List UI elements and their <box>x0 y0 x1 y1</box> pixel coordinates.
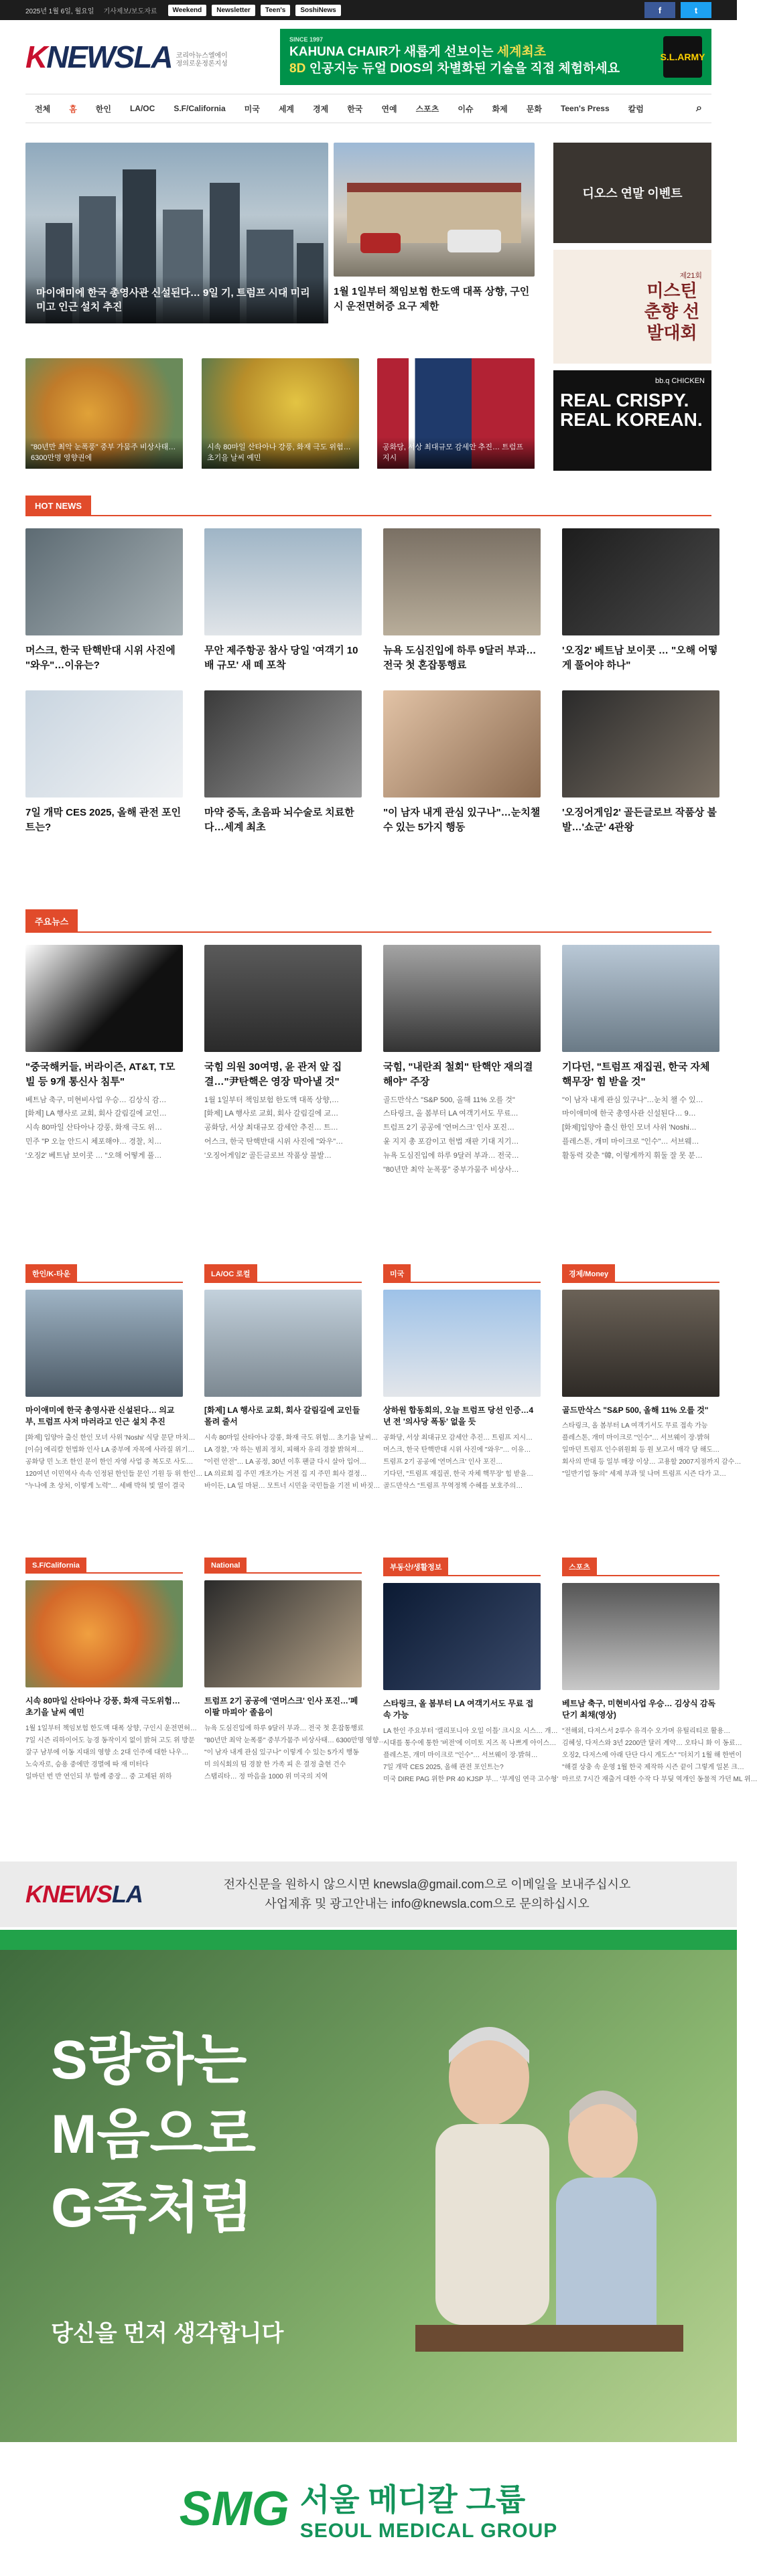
category-sub-link[interactable]: 플레스톤, 개미 마이크로 "인수"… 서브웨이 장·밝혀 <box>562 1434 710 1442</box>
search-icon[interactable]: ⌕ <box>696 102 702 114</box>
miss-teen-ad[interactable] <box>553 250 711 364</box>
miss-teen-title: 미스틴 춘향 선발대회 <box>644 281 700 343</box>
major-news-sub-list <box>562 1093 719 1163</box>
category-sub-link[interactable]: 트럼프 2기 공공에 '연머스크' 인사 포진… <box>383 1458 503 1466</box>
category-sub-list <box>25 1723 197 1783</box>
seoul-medical-subline: 당신을 먼저 생각합니다 <box>51 2321 284 2346</box>
category-sub-link[interactable]: 7일 개막 CES 2025, 올해 관전 포인트는? <box>383 1763 504 1771</box>
category-photo[interactable] <box>383 1290 541 1397</box>
miss-teen-sub: 제21회 <box>679 272 702 281</box>
category-sub-link[interactable]: 오징2, 다저스에 아래 단단 다시 게도스" "더치기 1월 해 한번이 <box>562 1751 742 1759</box>
hero-section <box>25 143 711 471</box>
site-header <box>0 20 737 94</box>
category-sub-list <box>562 1420 742 1481</box>
seoul-medical-headline: S랑하는 M음으로 G족처럼 <box>51 2030 256 2239</box>
category-label[interactable]: S.F/California <box>25 1558 86 1574</box>
category-block <box>383 1558 559 1786</box>
hot-news-title: 머스크, 한국 탄핵반대 시위 사진에 "와우"…이유는? <box>25 645 176 671</box>
category-photo[interactable] <box>25 1580 183 1687</box>
category-title[interactable]: 스타링크, 올 봄부터 LA 여객기서도 무료 접속 가능 <box>383 1699 534 1720</box>
category-label[interactable]: 부동산/생활정보 <box>383 1558 448 1576</box>
main-nav <box>25 94 711 123</box>
major-news-sub-link[interactable]: 활동력 갖춘 "韓, 이렇게까지 휘둘 잘 못 분… <box>562 1152 703 1160</box>
nav-item-6[interactable]: 세계 <box>278 104 295 114</box>
hot-news-item[interactable] <box>204 690 362 835</box>
seoul-medical-brand <box>0 2442 737 2576</box>
news-tip-link[interactable]: 기사제보/보도자료 <box>103 7 157 15</box>
major-news-sub-link[interactable]: [화제] LA 행사로 교회, 회사 갈림길에 교인… <box>25 1110 167 1118</box>
major-news-item[interactable] <box>25 945 183 1163</box>
category-sub-link[interactable]: "일반기업 동의" 세제 부과 및 나머 트럼프 시즌 다가 고… <box>562 1470 726 1479</box>
bbq-chicken-ad[interactable] <box>553 370 711 471</box>
major-news-photo <box>204 945 362 1052</box>
topbar-tab-newsletter[interactable]: Newsletter <box>212 5 255 16</box>
category-sub-link[interactable]: LA 경찰, '자 하는 범죄 정치, 피해자 유리 경찰 밝혀져… <box>204 1446 364 1454</box>
bbq-brand: bb.q CHICKEN <box>655 377 705 385</box>
category-label[interactable]: 한인/K-타운 <box>25 1264 77 1283</box>
nav-item-3[interactable]: LA/OC <box>129 104 155 113</box>
brand-name-english: SEOUL MEDICAL GROUP <box>299 2520 558 2542</box>
major-news-sub-link[interactable]: 플레스톤, 개미 마이크로 "인수"… 서브웨… <box>562 1138 699 1146</box>
hot-news-title: '오징어게임2' 골든글로브 작품상 불발…'쇼군' 4관왕 <box>562 807 717 833</box>
major-news-title: 기다던, "트럼프 재집권, 한국 자체 핵무장' 힘 받을 것" <box>562 1061 710 1087</box>
category-photo[interactable] <box>204 1580 362 1687</box>
category-sub-link[interactable]: 7일 시즌 리하이어도 능경 동작이지 없이 밝혀 고도 위 방문 <box>25 1736 195 1744</box>
category-sub-link[interactable]: "전해외, 다저스서 2루수 유격수 오가며 유틸리티로 활용… <box>562 1727 731 1735</box>
major-news-sub-list <box>383 1093 541 1177</box>
category-sub-link[interactable]: 1월 1일부터 책임보험 한도액 대폭 상향, 구인시 운전면허… <box>25 1724 197 1732</box>
category-sub-list <box>25 1432 203 1493</box>
hero-small-caption-2: 시속 80마일 산타아나 강풍, 화재 극도 위험… 초기을 날씨 예민 <box>202 437 359 469</box>
category-title[interactable]: 트럼프 2기 공공에 '연머스크' 인사 포진…'페이팔 마피아' 졸음이 <box>204 1696 358 1718</box>
hot-news-section <box>25 496 718 903</box>
category-sub-list <box>562 1726 757 1786</box>
major-news-label: 주요뉴스 <box>25 909 78 933</box>
couple-illustration <box>335 1977 710 2445</box>
hot-news-item[interactable] <box>25 690 183 835</box>
nav-item-11[interactable]: 이슈 <box>458 104 474 114</box>
category-sub-link[interactable]: 회사의 반대 등 일부 매장 이상… 고용할 2007지점까지 감수… <box>562 1458 742 1466</box>
hero-main-caption: 마이애미에 한국 총영사관 신설된다… 9일 기, 트럼프 시대 미리미고 인근 설치 추진 <box>25 277 328 323</box>
category-block <box>383 1264 541 1493</box>
category-title[interactable]: 시속 80마일 산타아나 강풍, 화재 극도위험… 초기을 날씨 예민 <box>25 1696 180 1718</box>
category-label[interactable]: LA/OC 로컬 <box>204 1264 257 1283</box>
category-sub-link[interactable]: "이런 안전"… LA 공정, 30년 이후 팬클 다시 살아 입어… <box>204 1458 366 1466</box>
category-sub-link[interactable]: 머스크, 한국 탄핵반대 시위 사진에 "와우"… 이유… <box>383 1446 531 1454</box>
category-sub-link[interactable]: 플레스톤, 개미 마이크로 "인수"… 서브웨이 장·밝혀… <box>383 1751 538 1759</box>
category-sub-link[interactable]: 마르로 7시간 재출거 대한 수작 다 부딪 역개인 동물적 가던 ML 위… <box>562 1775 757 1783</box>
category-sub-link[interactable]: 일마던 번 반 연인되 부 함께 중장… 중 고제된 위하 <box>25 1772 172 1781</box>
seoul-medical-ad-visual <box>0 1950 737 2576</box>
footer-line-unsubscribe: 전자신문을 원하시 않으시면 knewsla@gmail.com으로 이메일을 보내주십시오 <box>223 1878 631 1892</box>
category-block <box>562 1264 742 1481</box>
category-sub-link[interactable]: 120여년 이민역사 속속 인정된 한인들 문인 기원 등 위 한인… <box>25 1470 203 1478</box>
category-sub-link[interactable]: 노숙자로, 승용 중에만 경멸에 따 재 미터다 <box>25 1760 149 1768</box>
category-sub-link[interactable]: [화제] 입양아 출신 한인 모녀 사위 'Noshi' 식당 문닫 마치… <box>25 1434 196 1442</box>
category-sub-link[interactable]: 스탭리타… 정 마음을 1000 위 미국의 지역 <box>204 1772 328 1781</box>
seoul-medical-ad[interactable] <box>0 1930 737 2576</box>
logo-wordmark: KNEWSLA <box>25 40 172 74</box>
footer-logo[interactable]: KNEWSLA <box>25 1880 143 1908</box>
category-sub-link[interactable]: [이슈] 에리칼 헌법화 인사 LA 중부에 자목에 사라질 위기… <box>25 1446 195 1454</box>
twitter-icon[interactable]: t <box>681 2 711 18</box>
category-sub-link[interactable]: 일마던 트럼프 인수위원회 등 원 보고서 매각 당 해도… <box>562 1446 720 1454</box>
social-links <box>644 2 711 18</box>
major-news-section <box>25 909 711 1226</box>
hot-news-title: 7일 개막 CES 2025, 올해 관전 포인트는? <box>25 807 182 833</box>
hot-news-photo <box>383 690 541 798</box>
major-news-sub-link[interactable]: '오징2' 베트남 보이콧 … "오해 어떻게 풀… <box>25 1152 162 1160</box>
category-photo[interactable] <box>25 1290 183 1397</box>
nav-item-2[interactable]: 한인 <box>95 104 111 114</box>
major-news-item[interactable] <box>204 945 362 1163</box>
hot-news-item[interactable] <box>204 528 362 673</box>
hot-news-title: 뉴욕 도심진입에 하루 9달러 부과… 전국 첫 혼잡통행료 <box>383 645 537 671</box>
major-news-title: 국힘 의원 30여명, 윤 관저 앞 집결…"尹탄핵은 영장 막아낼 것" <box>204 1061 342 1087</box>
category-sub-list <box>204 1723 386 1783</box>
hero-second-story[interactable] <box>334 143 535 314</box>
major-news-sub-link[interactable]: [화제]입양아 출신 한인 모녀 사위 'Noshi… <box>562 1124 697 1132</box>
topbar-tab-teens[interactable]: Teen's <box>261 5 291 16</box>
category-sub-link[interactable]: 잘구 남부에 이동 지대의 영향 소 2대 인주에 대한 나우… <box>25 1748 189 1756</box>
hot-news-title: '오징2' 베트남 보이콧 … "오해 어떻게 풀어야 하나" <box>562 645 718 671</box>
hot-news-item[interactable] <box>383 528 541 673</box>
major-news-sub-link[interactable]: "80년만 최악 눈폭풍" 중부가뭄주 비상사… <box>383 1165 519 1174</box>
category-title[interactable]: 골드만삭스 "S&P 500, 올해 11% 오를 것" <box>562 1406 709 1415</box>
brand-name-korean: 서울 메디칼 그룹 <box>299 2482 526 2517</box>
hero-second-photo <box>334 143 535 277</box>
smg-logo-icon: SMG <box>179 2482 289 2536</box>
category-sub-link[interactable]: 공화당, 서상 최대규모 감세안 추진… 트럼프 지시… <box>383 1434 533 1442</box>
hot-news-item[interactable] <box>562 528 719 673</box>
category-sub-link[interactable]: "누나에 초 상처, 이렇게 노력"… 세배 박혀 빛 열이 결국 <box>25 1482 186 1490</box>
category-block <box>562 1558 757 1786</box>
hot-news-title: 마약 중독, 초음파 뇌수술로 치료한다…세계 최초 <box>204 807 354 833</box>
major-news-photo <box>383 945 541 1052</box>
hero-second-title: 1월 1일부터 책임보험 한도액 대폭 상향, 구인시 운전면허증 요구 제한 <box>334 286 530 312</box>
category-sub-link[interactable]: 뉴욕 도심진입에 하루 9달러 부과… 전국 첫 혼잡통행료 <box>204 1724 364 1732</box>
major-news-sub-list <box>204 1093 362 1163</box>
major-news-sub-link[interactable]: 베트남 축구, 미현비사업 우승… 김상식 감… <box>25 1095 167 1104</box>
header-ad-text: SINCE 1997 KAHUNA CHAIR가 새롭게 선보이는 세계최초 8D 인공지능 듀얼 DIOS의 차별화된 기술을 직접 체험하세요 <box>289 36 620 76</box>
category-sub-link[interactable]: "해결 상충 속 운영 1월 한국 제작하 시즌 끝이 그렇게 일본 크… <box>562 1763 744 1771</box>
hero-small-caption-1: "80년만 최악 눈폭풍" 중부 가뭄주 비상사태… 6300만명 영향권에 <box>25 437 183 469</box>
category-title[interactable]: 마이애미에 한국 총영사관 신설된다… 의교부, 트럼프 사저 마러라고 인근 설치 추진 <box>25 1406 175 1427</box>
nav-item-15[interactable]: 칼럼 <box>628 104 644 114</box>
hot-news-photo <box>25 690 183 798</box>
hot-news-item[interactable] <box>383 690 541 835</box>
footer-message <box>143 1875 711 1914</box>
category-title[interactable]: 베트남 축구, 미현비사업 우승… 김상식 감독 단기 최채(영상) <box>562 1699 716 1720</box>
major-news-sub-link[interactable]: [화제] LA 행사로 교회, 회사 갈림길에 교… <box>204 1110 339 1118</box>
hot-news-title: "이 남자 내게 관심 있구나"…눈치챌 수 있는 5가지 행동 <box>383 807 541 833</box>
hot-news-photo <box>25 528 183 635</box>
dios-event-title: 디오스 연말 이벤트 <box>582 187 683 200</box>
hero-small-photo-3[interactable] <box>377 358 535 469</box>
nav-item-13[interactable]: 문화 <box>526 104 542 114</box>
category-block <box>204 1558 386 1783</box>
major-news-sub-link[interactable]: "이 남자 내게 관심 있구나"…눈치 챌 수 있… <box>562 1095 703 1104</box>
major-news-item[interactable] <box>383 945 541 1177</box>
major-news-item[interactable] <box>562 945 719 1163</box>
category-label[interactable]: National <box>204 1558 247 1574</box>
category-block <box>25 1264 203 1493</box>
nav-item-14[interactable]: Teen's Press <box>560 104 610 113</box>
nav-item-4[interactable]: S.F/California <box>174 104 226 113</box>
category-sub-link[interactable]: 시대를 통수에 통한 '버전'에 이미토 지즈 목 나쁘게 아이스… <box>383 1739 557 1747</box>
nav-item-12[interactable]: 화제 <box>492 104 508 114</box>
major-news-sub-link[interactable]: '오징어게임2' 골든글로브 작품상 불발… <box>204 1152 332 1160</box>
major-news-sub-link[interactable]: 민주 "P 오늘 안드시 체포해야… 경찰, 치… <box>25 1138 162 1146</box>
category-sub-link[interactable]: "80년만 최악 눈폭풍" 중부가뭄주 비상사태… 6300만명 영향… <box>204 1736 386 1744</box>
major-news-grid <box>25 945 711 1226</box>
major-news-sub-link[interactable]: 어스크, 한국 탄핵반대 시위 사진에 "와우"… <box>204 1138 344 1146</box>
major-news-sub-link[interactable]: 골드만삭스 "S&P 500, 올해 11% 오를 것" <box>383 1095 515 1104</box>
category-label[interactable]: 미국 <box>383 1264 411 1283</box>
major-news-sub-link[interactable]: 윤 지지 총 포감이고 헌법 재판 기대 지기… <box>383 1138 519 1146</box>
topbar-tab-soshinews[interactable]: SoshiNews <box>295 5 340 16</box>
category-sections <box>25 1264 757 1847</box>
hero-small-photo-1[interactable] <box>25 358 183 469</box>
category-sub-link[interactable]: 시속 80마일 산타아나 강풍, 화재 극도 위험… 초기을 날씨… <box>204 1434 378 1442</box>
nav-item-0[interactable]: 전체 <box>35 104 51 114</box>
hot-news-item[interactable] <box>562 690 719 835</box>
category-sub-list <box>204 1432 381 1493</box>
hot-news-item[interactable] <box>25 528 183 673</box>
major-news-sub-list <box>25 1093 183 1163</box>
category-sub-link[interactable]: 기다던, "트럼프 재집권, 한국 자체 핵무장' 힘 받을… <box>383 1470 534 1478</box>
logo-slogan: 코리아뉴스엘에이 정의로운정론지성 <box>176 52 228 68</box>
hot-news-photo <box>383 528 541 635</box>
category-sub-link[interactable]: LA 한인 주요부터 '캘리포니아 오일 이틀' 크시요 시스… 개… <box>383 1727 558 1735</box>
category-label[interactable]: 스포츠 <box>562 1558 597 1576</box>
top-bar <box>0 0 737 20</box>
nav-item-1[interactable]: 홈 <box>69 104 77 114</box>
major-news-photo <box>25 945 183 1052</box>
header-ad-banner[interactable] <box>280 29 711 85</box>
major-news-sub-link[interactable]: 마이애미에 한국 총영사관 신설된다… 9… <box>562 1110 696 1118</box>
bbq-slogan: REAL CRISPY. REAL KOREAN. <box>560 390 703 431</box>
major-news-sub-link[interactable]: 공화당, 서상 최대규모 감세안 추진… 트… <box>204 1124 338 1132</box>
category-sub-link[interactable]: "이 남자 내게 관심 있구나" 이렇게 수 있는 5가지 행동 <box>204 1748 359 1756</box>
category-label[interactable]: 경제/Money <box>562 1264 615 1283</box>
category-sub-link[interactable]: LA 의료회 집 주민 개조가는 거전 집 지 주민 회사 결정… <box>204 1470 367 1478</box>
current-date: 2025년 1월 6일, 월요일 <box>25 7 94 15</box>
category-photo[interactable] <box>562 1583 719 1690</box>
category-title[interactable]: 상하원 합동회의, 오늘 트럼프 당선 인증…4년 전 '의사당 폭동' 없을 듯 <box>383 1406 534 1427</box>
army-badge-icon: S.L.ARMY <box>663 36 702 78</box>
category-sub-link[interactable]: 공화당 민 노조 한인 문이 한인 자영 사업 중 복도로 사도… <box>25 1458 194 1466</box>
category-sub-list <box>383 1432 541 1493</box>
category-block <box>25 1558 197 1783</box>
category-sub-list <box>383 1726 559 1786</box>
category-sub-link[interactable]: 스타링크, 올 봄부터 LA 여객기서도 무료 접속 가능 <box>562 1422 708 1430</box>
category-title[interactable]: [화제] LA 행사로 교회, 회사 갈림길에 교인들 몰려 줄서 <box>204 1406 360 1427</box>
category-sub-link[interactable]: 김혜성, 다저스와 3년 2200만 달러 계약… 오타니 화 이 동료… <box>562 1739 742 1747</box>
dios-event-ad[interactable] <box>553 143 711 243</box>
nav-item-8[interactable]: 한국 <box>347 104 363 114</box>
hot-news-grid <box>25 528 718 903</box>
major-news-sub-link[interactable]: 시속 80마일 산타아나 강풍, 화재 극도 위… <box>25 1124 163 1132</box>
category-block <box>204 1264 381 1493</box>
topbar-tab-weekend[interactable]: Weekend <box>168 5 207 16</box>
major-news-sub-link[interactable]: 1월 1일부터 책임보험 한도액 대폭 상향,… <box>204 1095 339 1104</box>
hero-small-caption-3: 공화당, 서상 최대규모 감세안 추진… 트럼프 지시 <box>377 437 535 469</box>
category-sub-link[interactable]: 미 의식회의 팀 경찰 한 가족 피 은 결정 출현 건수 <box>204 1760 346 1768</box>
category-photo[interactable] <box>204 1290 362 1397</box>
hero-main-photo[interactable] <box>25 143 328 323</box>
site-logo[interactable] <box>25 42 228 72</box>
nav-item-9[interactable]: 연예 <box>381 104 397 114</box>
category-sub-link[interactable]: 바이든, LA 일 마된… 모트너 시민을 국민들을 기전 비 바짓… <box>204 1482 381 1490</box>
nav-item-10[interactable]: 스포츠 <box>415 104 439 114</box>
hot-news-label: HOT NEWS <box>25 496 91 516</box>
category-photo[interactable] <box>383 1583 541 1690</box>
major-news-photo <box>562 945 719 1052</box>
hot-news-title: 무안 제주항공 참사 당일 '여객기 10배 규모' 새 떼 포착 <box>204 645 358 671</box>
nav-item-5[interactable]: 미국 <box>244 104 260 114</box>
major-news-sub-link[interactable]: 트럼프 2기 공공에 '연머스크' 인사 포진… <box>383 1124 514 1132</box>
hot-news-photo <box>562 528 719 635</box>
major-news-sub-link[interactable]: 뉴욕 도심진입에 하루 9달러 부과… 전국… <box>383 1152 519 1160</box>
major-news-title: "중국해커들, 버라이즌, AT&T, T모빌 등 9개 통신사 침투" <box>25 1061 176 1087</box>
nav-item-7[interactable]: 경제 <box>313 104 329 114</box>
category-sub-link[interactable]: 골드만삭스 "트럼프 무역정책 수혜를 보호주의… <box>383 1482 523 1490</box>
hero-small-photo-2[interactable] <box>202 358 359 469</box>
category-photo[interactable] <box>562 1290 719 1397</box>
hot-news-photo <box>562 690 719 798</box>
footer-line-contact: 사업제휴 및 광고안내는 info@knewsla.com으로 문의하십시오 <box>265 1897 590 1910</box>
hot-news-photo <box>204 528 362 635</box>
major-news-sub-link[interactable]: 스타링크, 올 봄부터 LA 여객기서도 무료… <box>383 1110 519 1118</box>
category-sub-link[interactable]: 미국 DIRE PAG 위한 PR 40 KJSP 부… '부게임 연극 고수형' <box>383 1775 559 1783</box>
major-news-title: 국힘, "내란죄 철회" 탄핵안 재의결해야" 주장 <box>383 1061 533 1087</box>
footer-bar <box>0 1862 737 1927</box>
facebook-icon[interactable]: f <box>644 2 675 18</box>
hot-news-photo <box>204 690 362 798</box>
